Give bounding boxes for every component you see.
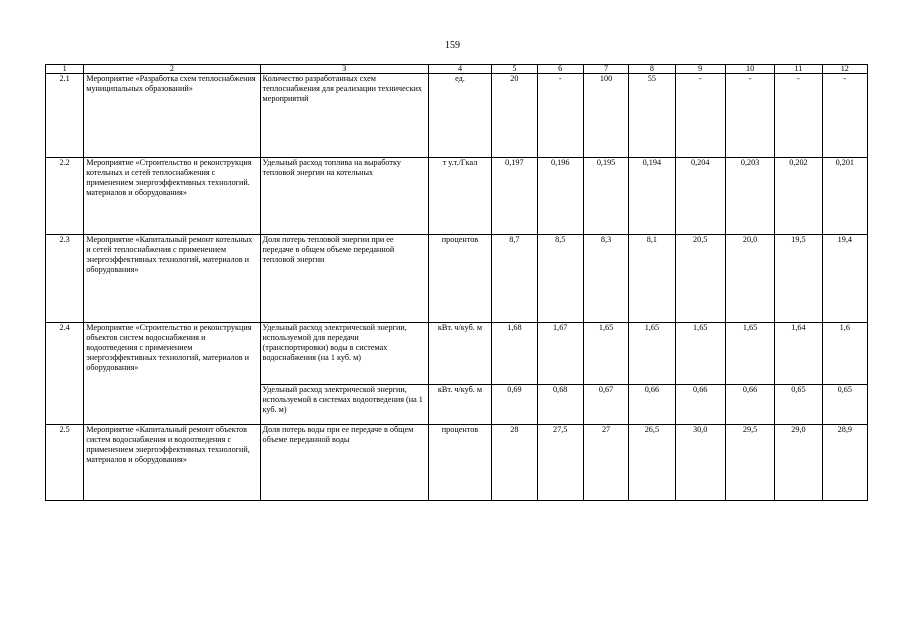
column-number-cell: 2	[84, 65, 260, 74]
value-cell: 8,3	[583, 235, 628, 323]
column-number-cell: 8	[629, 65, 675, 74]
indicator-cell: Удельный расход топлива на выработку тепловой энергии на котельных	[260, 158, 428, 235]
value-cell: 0,195	[583, 158, 628, 235]
value-cell: 28	[492, 425, 537, 501]
value-cell: 1,65	[675, 323, 725, 385]
value-cell: 1,65	[629, 323, 675, 385]
unit-cell: ед.	[428, 74, 491, 158]
page-number: 159	[445, 40, 460, 51]
value-cell: 8,7	[492, 235, 537, 323]
unit-cell: процентов	[428, 425, 491, 501]
measure-cell: Мероприятие «Разработка схем теплоснабжения муниципальных образований»	[84, 74, 260, 158]
row-number-cell: 2.5	[46, 425, 84, 501]
value-cell: 1,68	[492, 323, 537, 385]
value-cell: 0,197	[492, 158, 537, 235]
value-cell: 0,69	[492, 385, 537, 425]
value-cell: 30,0	[675, 425, 725, 501]
value-cell: 26,5	[629, 425, 675, 501]
unit-cell: кВт. ч/куб. м	[428, 385, 491, 425]
value-cell: 20	[492, 74, 537, 158]
value-cell: 1,6	[822, 323, 867, 385]
value-cell: 100	[583, 74, 628, 158]
value-cell: 28,9	[822, 425, 867, 501]
measure-cell: Мероприятие «Капитальный ремонт объектов систем водоснабжения и водоотведения с применением энергоэффективных технологий, материалов и оборудования»	[84, 425, 260, 501]
row-number-cell: 2.3	[46, 235, 84, 323]
value-cell: -	[775, 74, 822, 158]
column-number-cell: 7	[583, 65, 628, 74]
value-cell: 55	[629, 74, 675, 158]
value-cell: 19,5	[775, 235, 822, 323]
column-number-cell: 10	[725, 65, 774, 74]
value-cell: 0,65	[822, 385, 867, 425]
unit-cell: процентов	[428, 235, 491, 323]
indicator-cell: Количество разработанных схем теплоснабжения для реализации технических мероприятий	[260, 74, 428, 158]
value-cell: 0,194	[629, 158, 675, 235]
table-row	[46, 425, 868, 501]
indicators-table	[45, 64, 868, 501]
unit-cell: кВт. ч/куб. м	[428, 323, 491, 385]
value-cell: 1,65	[583, 323, 628, 385]
table-row	[46, 74, 868, 158]
value-cell: 1,65	[725, 323, 774, 385]
value-cell: 0,66	[675, 385, 725, 425]
table-row	[46, 235, 868, 323]
value-cell: -	[725, 74, 774, 158]
measure-cell: Мероприятие «Строительство и реконструкция объектов систем водоснабжения и водоотведения с применением энергоэффективных технологий, материалов и оборудования»	[84, 323, 260, 425]
value-cell: 27,5	[537, 425, 583, 501]
value-cell: 0,65	[775, 385, 822, 425]
column-number-cell: 4	[428, 65, 491, 74]
value-cell: 0,201	[822, 158, 867, 235]
value-cell: 0,66	[725, 385, 774, 425]
row-number-cell: 2.1	[46, 74, 84, 158]
indicator-cell: Доля потерь тепловой энергии при ее передаче в общем объеме переданной тепловой энергии	[260, 235, 428, 323]
value-cell: 0,196	[537, 158, 583, 235]
value-cell: 0,202	[775, 158, 822, 235]
value-cell: 19,4	[822, 235, 867, 323]
value-cell: -	[822, 74, 867, 158]
value-cell: 1,67	[537, 323, 583, 385]
value-cell: 0,68	[537, 385, 583, 425]
column-number-cell: 1	[46, 65, 84, 74]
column-number-cell: 5	[492, 65, 537, 74]
indicator-cell: Доля потерь воды при ее передаче в общем объеме переданной воды	[260, 425, 428, 501]
value-cell: 0,66	[629, 385, 675, 425]
unit-cell: т у.т./Гкал	[428, 158, 491, 235]
value-cell: 20,0	[725, 235, 774, 323]
value-cell: 29,5	[725, 425, 774, 501]
column-number-cell: 3	[260, 65, 428, 74]
value-cell: 0,204	[675, 158, 725, 235]
value-cell: 29,0	[775, 425, 822, 501]
value-cell: -	[675, 74, 725, 158]
row-number-cell: 2.4	[46, 323, 84, 425]
indicator-cell: Удельный расход электрической энергии, используемой в системах водоотведения (на 1 куб. м)	[260, 385, 428, 425]
measure-cell: Мероприятие «Строительство и реконструкция котельных и сетей теплоснабжения с применением энергоэффективных технологий. материалов и оборудования»	[84, 158, 260, 235]
value-cell: 27	[583, 425, 628, 501]
value-cell: 0,203	[725, 158, 774, 235]
column-number-cell: 12	[822, 65, 867, 74]
row-number-cell: 2.2	[46, 158, 84, 235]
column-number-cell: 11	[775, 65, 822, 74]
value-cell: 8,1	[629, 235, 675, 323]
column-number-cell: 6	[537, 65, 583, 74]
indicator-cell: Удельный расход электрической энергии, используемой для передачи (транспортировки) воды в системах водоснабжения (на 1 куб. м)	[260, 323, 428, 385]
value-cell: 1,64	[775, 323, 822, 385]
value-cell: -	[537, 74, 583, 158]
table-row	[46, 158, 868, 235]
value-cell: 8,5	[537, 235, 583, 323]
measure-cell: Мероприятие «Капитальный ремонт котельных и сетей теплоснабжения с применением энергоэффективных технологий, материалов и оборудования»	[84, 235, 260, 323]
table-row	[46, 323, 868, 385]
value-cell: 20,5	[675, 235, 725, 323]
column-number-cell: 9	[675, 65, 725, 74]
value-cell: 0,67	[583, 385, 628, 425]
column-number-row	[46, 65, 868, 74]
